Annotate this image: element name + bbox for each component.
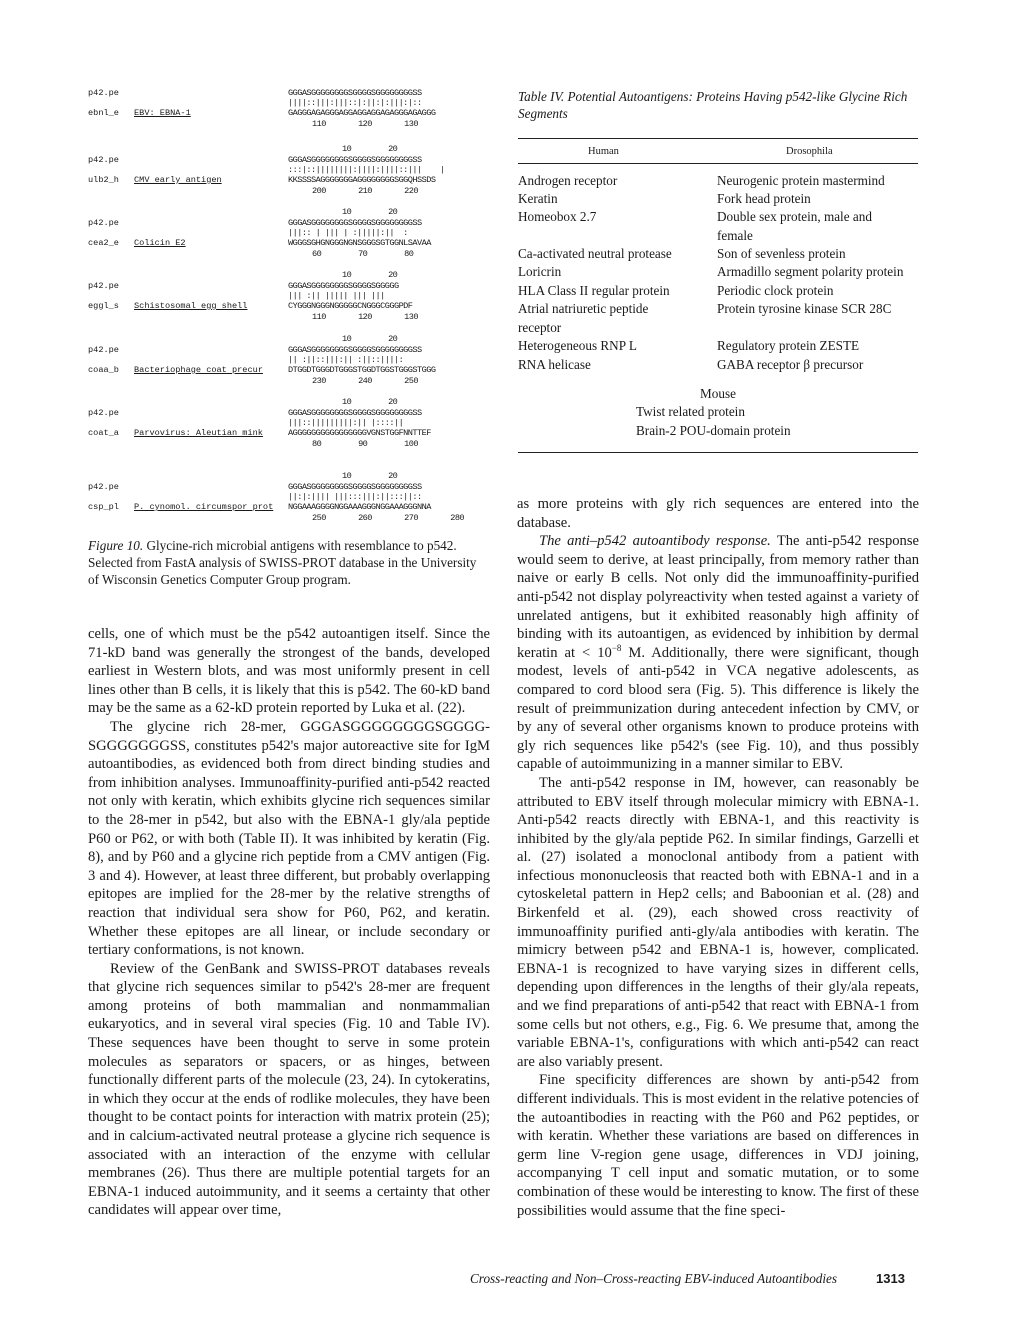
alignment-block [88,270,488,330]
running-title: Cross-reacting and Non–Cross-reacting EBV-induced Autoantibodies [470,1271,838,1286]
subject-name: Parvovirus: Aleutian mink [134,428,263,438]
query-label: p42.pe [88,345,119,355]
subject-id: eggl_s [88,301,119,311]
table-iv [518,88,918,438]
table-cell: Loricrin [518,264,562,279]
table-cell: RNA helicase [518,357,591,372]
subject-id: ulb2_h [88,175,119,185]
ruler-bottom: 200 210 220 [312,186,418,196]
ruler-top: 10 20 [342,397,398,407]
ruler-top: 10 20 [342,270,398,280]
ruler-bottom: 110 120 130 [312,312,418,322]
alignment-block [88,471,488,531]
ruler-top: 10 20 [342,471,398,481]
subject-name: Schistosomal egg shell [134,301,248,311]
left-column [88,625,490,1220]
table-cell: Son of sevenless protein [717,246,846,261]
subject-sequence: CYGGGNGGGNGGGGGCNGGGCGGGPDF [288,301,413,311]
paragraph-text: The anti-p542 response would seem to derive, at least principally, from memory rather than naive or early B cells. Not only did the immunoaffinity-purified anti-p542 not display polyreactivity when tested against a variety of unrelated antigens, but it exhibited reasonably high affinity of binding with its autoantigen, as evidenced by inhibition by dermal keratin at < 10 [517,533,919,661]
query-sequence: GGGASGGGGGGGGSGGGGSGGGGGGGGSS [288,345,422,355]
subject-sequence: NGGAAAGGGGNGGAAAGGGNGGAAAGGGNNA [288,502,431,512]
paragraph: The anti-p542 response in IM, however, can reasonably be attributed to EBV itself through molecular mimicry with EBNA-1. Anti-p542 reacts directly with EBNA-1, and this reactivity is inhibited by the gly/ala peptide P62. In similar findings, Garzelli et al. (27) isolated a monoclonal antibody from a patient with infectious mononucleosis that reacted both with EBNA-1 and in a cytoskeletal pattern in Hep2 cells; and Baboonian et al. (28) and Birkenfeld et al. (29), each showed cross reactivity of immunoaffinity purified anti-gly/ala antibodies with keratin. The mimicry between p542 and EBNA-1 is, however, complicated. EBNA-1 is recognized to have varying sizes in different cells, depending upon differences in the lengths of their gly/ala repeats, and we find preparations of anti-p542 that react with EBNA-1 from some cells but not others, e.g., Fig. 6. We presume that, among the variable EBNA-1's, configurations with which anti-p542 can react are also variably present. [517,774,919,1070]
subject-sequence: KKSSSSAGGGGGGGAGGGGGGGGSGGQHSSDS [288,175,436,185]
table-cell: Protein tyrosine kinase SCR 28C [717,301,892,316]
subject-name: CMV early antigen [134,175,222,185]
table-rule-header [518,163,918,164]
subject-id: ebnl_e [88,108,119,118]
ruler-bottom: 230 240 250 [312,376,418,386]
table-rule-top [518,138,918,139]
table-cell: Armadillo segment polarity protein [717,264,904,279]
paragraph [517,532,919,774]
table-cell: Neurogenic protein mastermind [717,173,885,188]
query-label: p42.pe [88,218,119,228]
subject-sequence: DTGGDTGGGDTGGGSTGGDTGGSTGGGSTGGG [288,365,436,375]
alignment-block [88,88,488,148]
subject-name: P. cynomol. circumspor prot [134,502,274,512]
subject-sequence: AGGGGGGGGGGGGGGGGVGNSTGGFNNTTEF [288,428,431,438]
ruler-top: 10 20 [342,334,398,344]
ruler-top: 10 20 [342,207,398,217]
ruler-bottom: 110 120 130 [312,119,418,129]
match-line: ||| :|| ||||| ||| ||| [288,291,385,301]
paragraph: Review of the GenBank and SWISS-PROT databases reveals that glycine rich sequences similar to p542's 28-mer are frequent among proteins of both mammalian and nonmammalian eukaryotics, and in several viral species (Fig. 10 and Table IV). These sequences have been thought to serve in some protein molecules as separators or spacers, or as hinges, between functionally different parts of the molecule (23, 24). In cytokeratins, in which they occur at the ends of rodlike molecules, they have been thought to be contact points for interaction with matrix protein (25); and in calcium-activated neutral protease a glycine rich sequence is associated with an interaction of the enzyme with cellular membranes (26). Thus there are multiple potential targets for an EBNA-1 induced autoimmunity, and it seems a certainty that other candidates will appear over time, [88,960,490,1219]
table-cell: Periodic clock protein [717,283,834,298]
subject-id: csp_pl [88,502,119,512]
subject-sequence: GAGGGAGAGGGAGGAGGAGGAGAGGGAGAGGG [288,108,436,118]
query-label: p42.pe [88,408,119,418]
query-label: p42.pe [88,155,119,165]
match-line: |||::|||||||||:|| |::::|| [288,418,404,428]
table-cell: Brain-2 POU-domain protein [636,423,791,438]
ruler-bottom: 60 70 80 [312,249,414,259]
column-header-drosophila: Drosophila [786,146,833,157]
ruler-bottom: 80 90 100 [312,439,418,449]
match-line: || :||::|||:|| :||::||||: [288,355,404,365]
page-number: 1313 [876,1271,905,1286]
ruler-bottom: 250 260 270 280 [312,513,465,523]
query-sequence: GGGASGGGGGGGGSGGGGSGGGGGGGGSS [288,155,422,165]
table-cell: Androgen receptor [518,173,618,188]
query-sequence: GGGASGGGGGGGGSGGGGSGGGGGGGGSS [288,88,422,98]
subject-id: cea2_e [88,238,119,248]
paragraph: Fine specificity differences are shown by anti-p542 from different individuals. This is most evident in the relative potencies of the autoantibodies in reacting with the P60 and P62 peptides, or with keratin. Whether these variations are based on differences in germ line V-region gene usage, differences in VDJ joining, accompanying T cell input and somatic mutation, or to some combination of these would be interesting to know. The first of these possibilities would assume that the fine speci- [517,1072,919,1219]
alignment-block [88,207,488,267]
query-sequence: GGGASGGGGGGGGSGGGGSGGGGGGGGSS [288,218,422,228]
table-cell: Twist related protein [636,404,745,419]
subject-id: coaa_b [88,365,119,375]
query-sequence: GGGASGGGGGGGGSGGGGSGGGGGGGGSS [288,408,422,418]
table-cell: Homeobox 2.7 [518,209,597,224]
query-label: p42.pe [88,88,119,98]
subject-name: Colicin E2 [134,238,186,248]
figure-caption-text: Glycine-rich microbial antigens with resemblance to p542. Selected from FastA analysis of SWISS-PROT database in the University of Wisconsin Genetics Computer Group program. [88,538,477,587]
alignment-block [88,397,488,457]
subject-name: EBV: EBNA-1 [134,108,191,118]
match-line: :::|::||||||||:||||:||||::||| | [288,165,445,175]
query-label: p42.pe [88,281,119,291]
ruler-top: 10 20 [342,144,398,154]
query-label: p42.pe [88,482,119,492]
match-line: ||||::|||:|||::|:||:|:|||:|:: [288,98,422,108]
table-cell: Fork head protein [717,191,811,206]
table-cell: Keratin [518,191,558,206]
subject-sequence: WGGGSGHGNGGGNGNSGGGSGTGGNLSAVAA [288,238,431,248]
section-header-mouse: Mouse [700,386,736,401]
paragraph: cells, one of which must be the p542 autoantigen itself. Since the 71-kD band was generally the strongest of the bands, developed earliest in Western blots, and was most uniformly present in cell lines other than B cells, it is likely that this is p542. The 60-kD band may be the same as a 62-kD protein reported by Luka et al. (22). [88,626,490,717]
table-cell: Ca-activated neutral protease [518,246,672,261]
query-sequence: GGGASGGGGGGGGSGGGGSGGGGG [288,281,399,291]
section-heading: The anti–p542 autoantibody response. [539,533,771,550]
table-title: Table IV. Potential Autoantigens: Proteins Having p542-like Glycine Rich Segments [518,89,908,121]
subject-name: Bacteriophage coat precur [134,365,263,375]
table-cell: HLA Class II regular protein [518,283,670,298]
match-line: |||:: | ||| | :|||||:|| : [288,228,408,238]
table-cell: Atrial natriuretic peptide receptor [518,301,649,335]
alignment-block [88,144,488,204]
figure-caption [88,537,490,588]
paragraph: as more proteins with gly rich sequences are entered into the database. [517,496,919,531]
table-rule-bottom [518,452,918,453]
alignment-block [88,334,488,394]
figure-caption-label: Figure 10. [88,538,144,553]
paragraph-text: M. Additionally, there were significant, though modest, levels of anti-p542 in VCA negative adolescents, as compared to cord blood sera (Fig. 5). This difference is likely the result of preimmunization during antecedent infection by CMV, or by any of several other organisms known to produce proteins with gly rich sequences like p542's (see Fig. 10), and thus possibly capable of autoimmunizing in a manner similar to EBV. [517,644,919,773]
paragraph: The glycine rich 28-mer, GGGASGGGGGGGGSGGGG-SGGGGGGGSS, constitutes p542's major autoreactive site for IgM autoantibodies, as evidenced both from direct binding studies and from inhibition analyses. Immunoaffinity-purified anti-p542 reacted not only with keratin, which exhibits glycine rich sequences similar to the 28-mer in p542, but also with the EBNA-1 gly/ala peptide P60 or P62, or with both (Table II). It was inhibited by keratin (Fig. 8), and by P60 and a glycine rich peptide from a CMV antigen (Fig. 3 and 4). However, at least three different, but probably overlapping epitopes are implied for the 28-mer by the relative strengths of reaction that individual sera show for P60, P62, and keratin. Whether these epitopes are all linear, or include secondary or tertiary conformations, is not known. [88,718,490,959]
exponent: −8 [611,642,622,653]
table-cell: Regulatory protein ZESTE [717,338,860,353]
subject-id: coat_a [88,428,119,438]
query-sequence: GGGASGGGGGGGGSGGGGSGGGGGGGGSS [288,482,422,492]
right-column [517,495,919,1220]
column-header-human: Human [588,146,619,157]
table-cell: Double sex protein, male and female [717,209,872,243]
match-line: ||:|:|||| |||:::|||:||:::||:: [288,492,422,502]
table-cell: Heterogeneous RNP L [518,338,637,353]
table-cell: GABA receptor β precursor [717,357,864,372]
